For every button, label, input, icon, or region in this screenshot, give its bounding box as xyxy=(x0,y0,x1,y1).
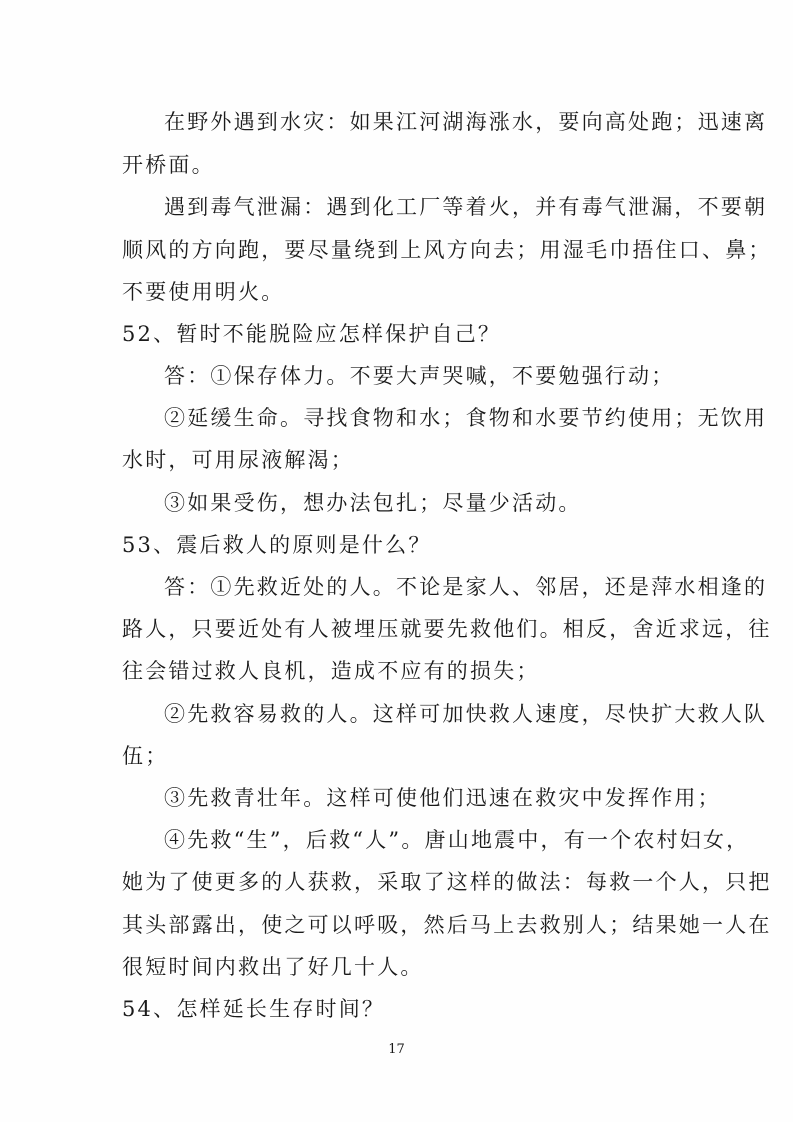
answer-52-item-3: ③如果受伤，想办法包扎；尽量少活动。 xyxy=(164,491,582,515)
page-number: 17 xyxy=(388,1042,405,1057)
answer-52-item-2-line-1: ②延缓生命。寻找食物和水；食物和水要节约使用；无饮用 xyxy=(164,406,768,430)
answer-52-item-2-line-2: 水时，可用尿液解渴； xyxy=(122,448,354,472)
paragraph-gas-line-3: 不要使用明火。 xyxy=(122,280,285,304)
paragraph-gas-line-2: 顺风的方向跑，要尽量绕到上风方向去；用湿毛巾捂住口、鼻； xyxy=(122,238,772,262)
answer-53-item-2-line-2: 伍； xyxy=(122,744,169,768)
answer-53-item-4-line-3: 其头部露出，使之可以呼吸，然后马上去救别人；结果她一人在 xyxy=(122,913,772,937)
answer-53-item-4-line-4: 很短时间内救出了好几十人。 xyxy=(122,955,424,979)
question-53: 53、震后救人的原则是什么？ xyxy=(122,533,432,557)
answer-53-item-1-line-1: 答：①先救近处的人。不论是家人、邻居，还是萍水相逢的 xyxy=(164,575,768,599)
answer-53-item-4-line-2: 她为了使更多的人获救，采取了这样的做法：每救一个人，只把 xyxy=(122,870,772,894)
answer-52-item-1: 答：①保存体力。不要大声哭喊，不要勉强行动； xyxy=(164,364,675,388)
answer-53-item-2-line-1: ②先救容易救的人。这样可加快救人速度，尽快扩大救人队 xyxy=(164,702,768,726)
answer-53-item-1-line-3: 往会错过救人良机，造成不应有的损失； xyxy=(122,659,540,683)
question-54: 54、怎样延长生存时间？ xyxy=(122,997,386,1021)
answer-53-item-3: ③先救青壮年。这样可使他们迅速在救灾中发挥作用； xyxy=(164,786,721,810)
question-52: 52、暂时不能脱险应怎样保护自己？ xyxy=(122,322,502,346)
answer-53-item-4-line-1: ④先救“生”，后救“人”。唐山地震中，有一个农村妇女， xyxy=(164,828,750,852)
answer-53-item-1-line-2: 路人，只要近处有人被埋压就要先救他们。相反，舍近求远，往 xyxy=(122,617,772,641)
paragraph-gas-line-1: 遇到毒气泄漏：遇到化工厂等着火，并有毒气泄漏，不要朝 xyxy=(164,195,768,219)
paragraph-flood-line-2: 开桥面。 xyxy=(122,153,215,177)
paragraph-flood-line-1: 在野外遇到水灾：如果江河湖海涨水，要向高处跑；迅速离 xyxy=(164,110,768,134)
